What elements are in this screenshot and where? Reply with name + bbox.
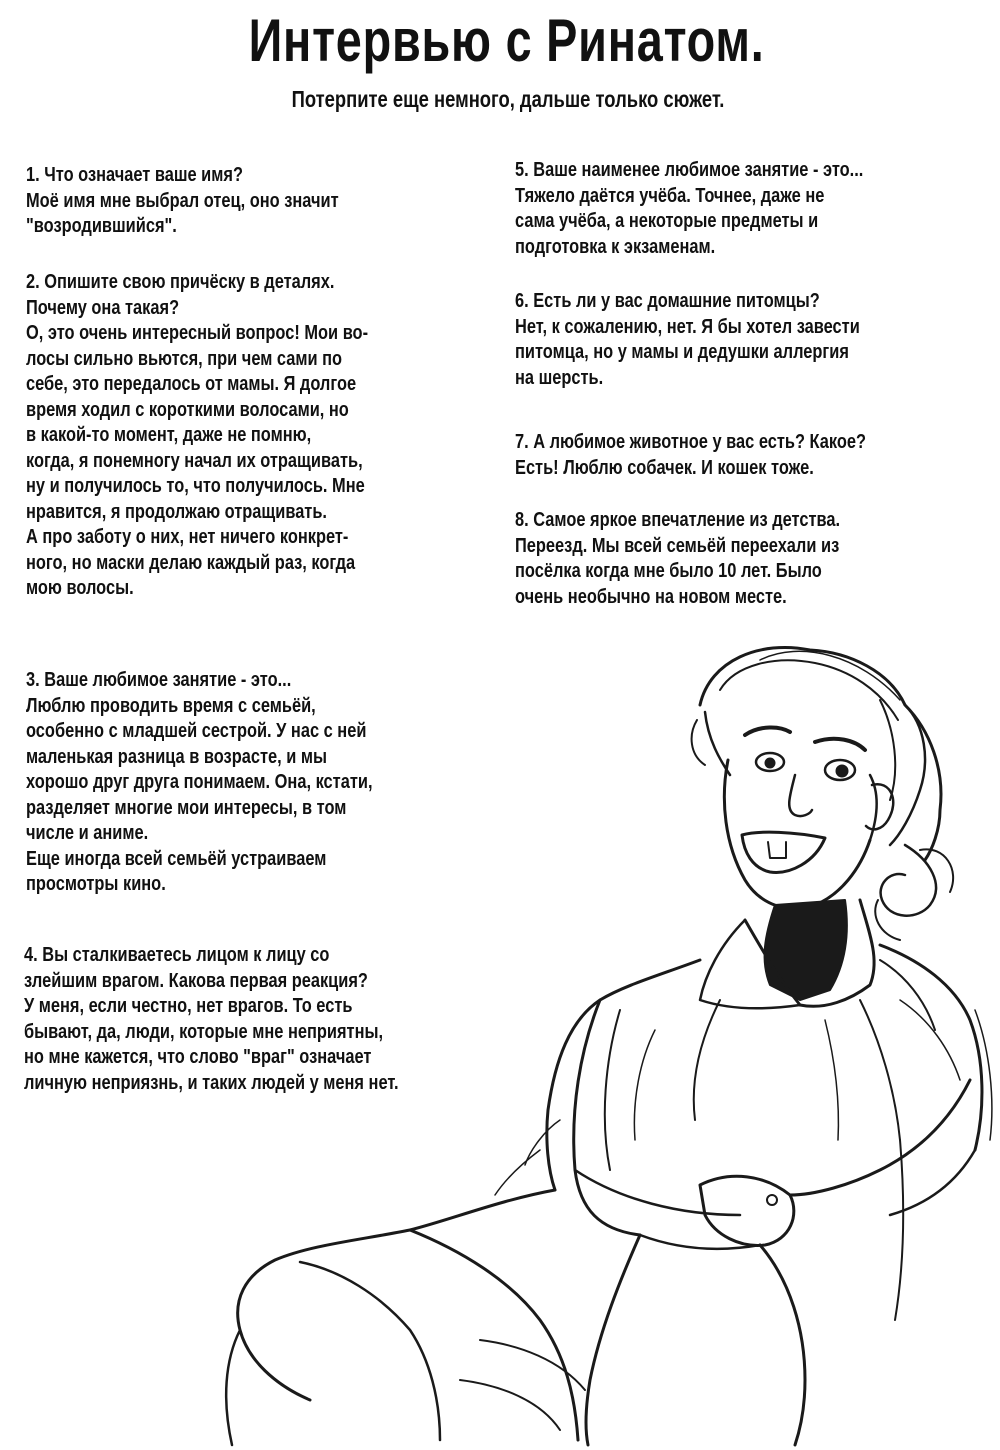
answer-3: Люблю проводить время с семьёй, особенно с младшей сестрой. У нас с ней маленькая разница в возрасте, и мы хорошо друг друга понимаем. Она, кстати, разделяет многие мои интересы, в том числе и аниме. Еще иногда всей семьёй устраиваем просмотры кино. bbox=[26, 694, 373, 895]
question-3: 3. Ваше любимое занятие - это... bbox=[26, 669, 292, 691]
answer-7: Есть! Люблю собачек. И кошек тоже. bbox=[515, 456, 814, 479]
question-8: 8. Самое яркое впечатление из детства. bbox=[515, 509, 841, 531]
question-1: 1. Что означает ваше имя? bbox=[26, 164, 243, 186]
question-2: 2. Опишите свою причёску в деталях. Почему она такая? bbox=[26, 271, 335, 319]
question-4: 4. Вы сталкиваетесь лицом к лицу со злейшим врагом. Какова первая реакция? bbox=[24, 944, 368, 992]
answer-6: Нет, к сожалению, нет. Я бы хотел завести питомца, но у мамы и дедушки аллергия на шерсть. bbox=[515, 315, 860, 389]
answer-1: Моё имя мне выбрал отец, оно значит "возродившийся". bbox=[26, 189, 339, 237]
answer-5: Тяжело даётся учёба. Точнее, даже не сама учёба, а некоторые предметы и подготовка к экзаменам. bbox=[515, 184, 825, 258]
page-subtitle: Потерпите еще немного, дальше только сюжет. bbox=[291, 86, 725, 112]
question-7: 7. А любимое животное у вас есть? Какое? bbox=[515, 431, 867, 453]
question-5: 5. Ваше наименее любимое занятие - это... bbox=[515, 159, 864, 181]
answer-8: Переезд. Мы всей семьёй переехали из посёлка когда мне было 10 лет. Было очень необычно на новом месте. bbox=[515, 534, 840, 608]
page-title: Интервью с Ринатом. bbox=[248, 7, 765, 74]
answer-4: У меня, если честно, нет врагов. То есть бывают, да, люди, которые мне неприятны, но мне кажется, что слово "враг" означает личную неприязнь, и таких людей у меня нет. bbox=[24, 995, 399, 1094]
question-6: 6. Есть ли у вас домашние питомцы? bbox=[515, 290, 820, 312]
answer-2: О, это очень интересный вопрос! Мои во- лосы сильно вьются, при чем сами по себе, это передалось от мамы. Я долгое время ходил с короткими волосами, но в какой-то момент, даже не помню, когда, я понемногу начал их отращивать, ну и получилось то, что получилось. Мне нравится, я продолжаю отращивать. А про заботу о них, нет ничего конкрет- ного, но маски делаю каждый раз, когда мою волосы. bbox=[26, 322, 369, 599]
